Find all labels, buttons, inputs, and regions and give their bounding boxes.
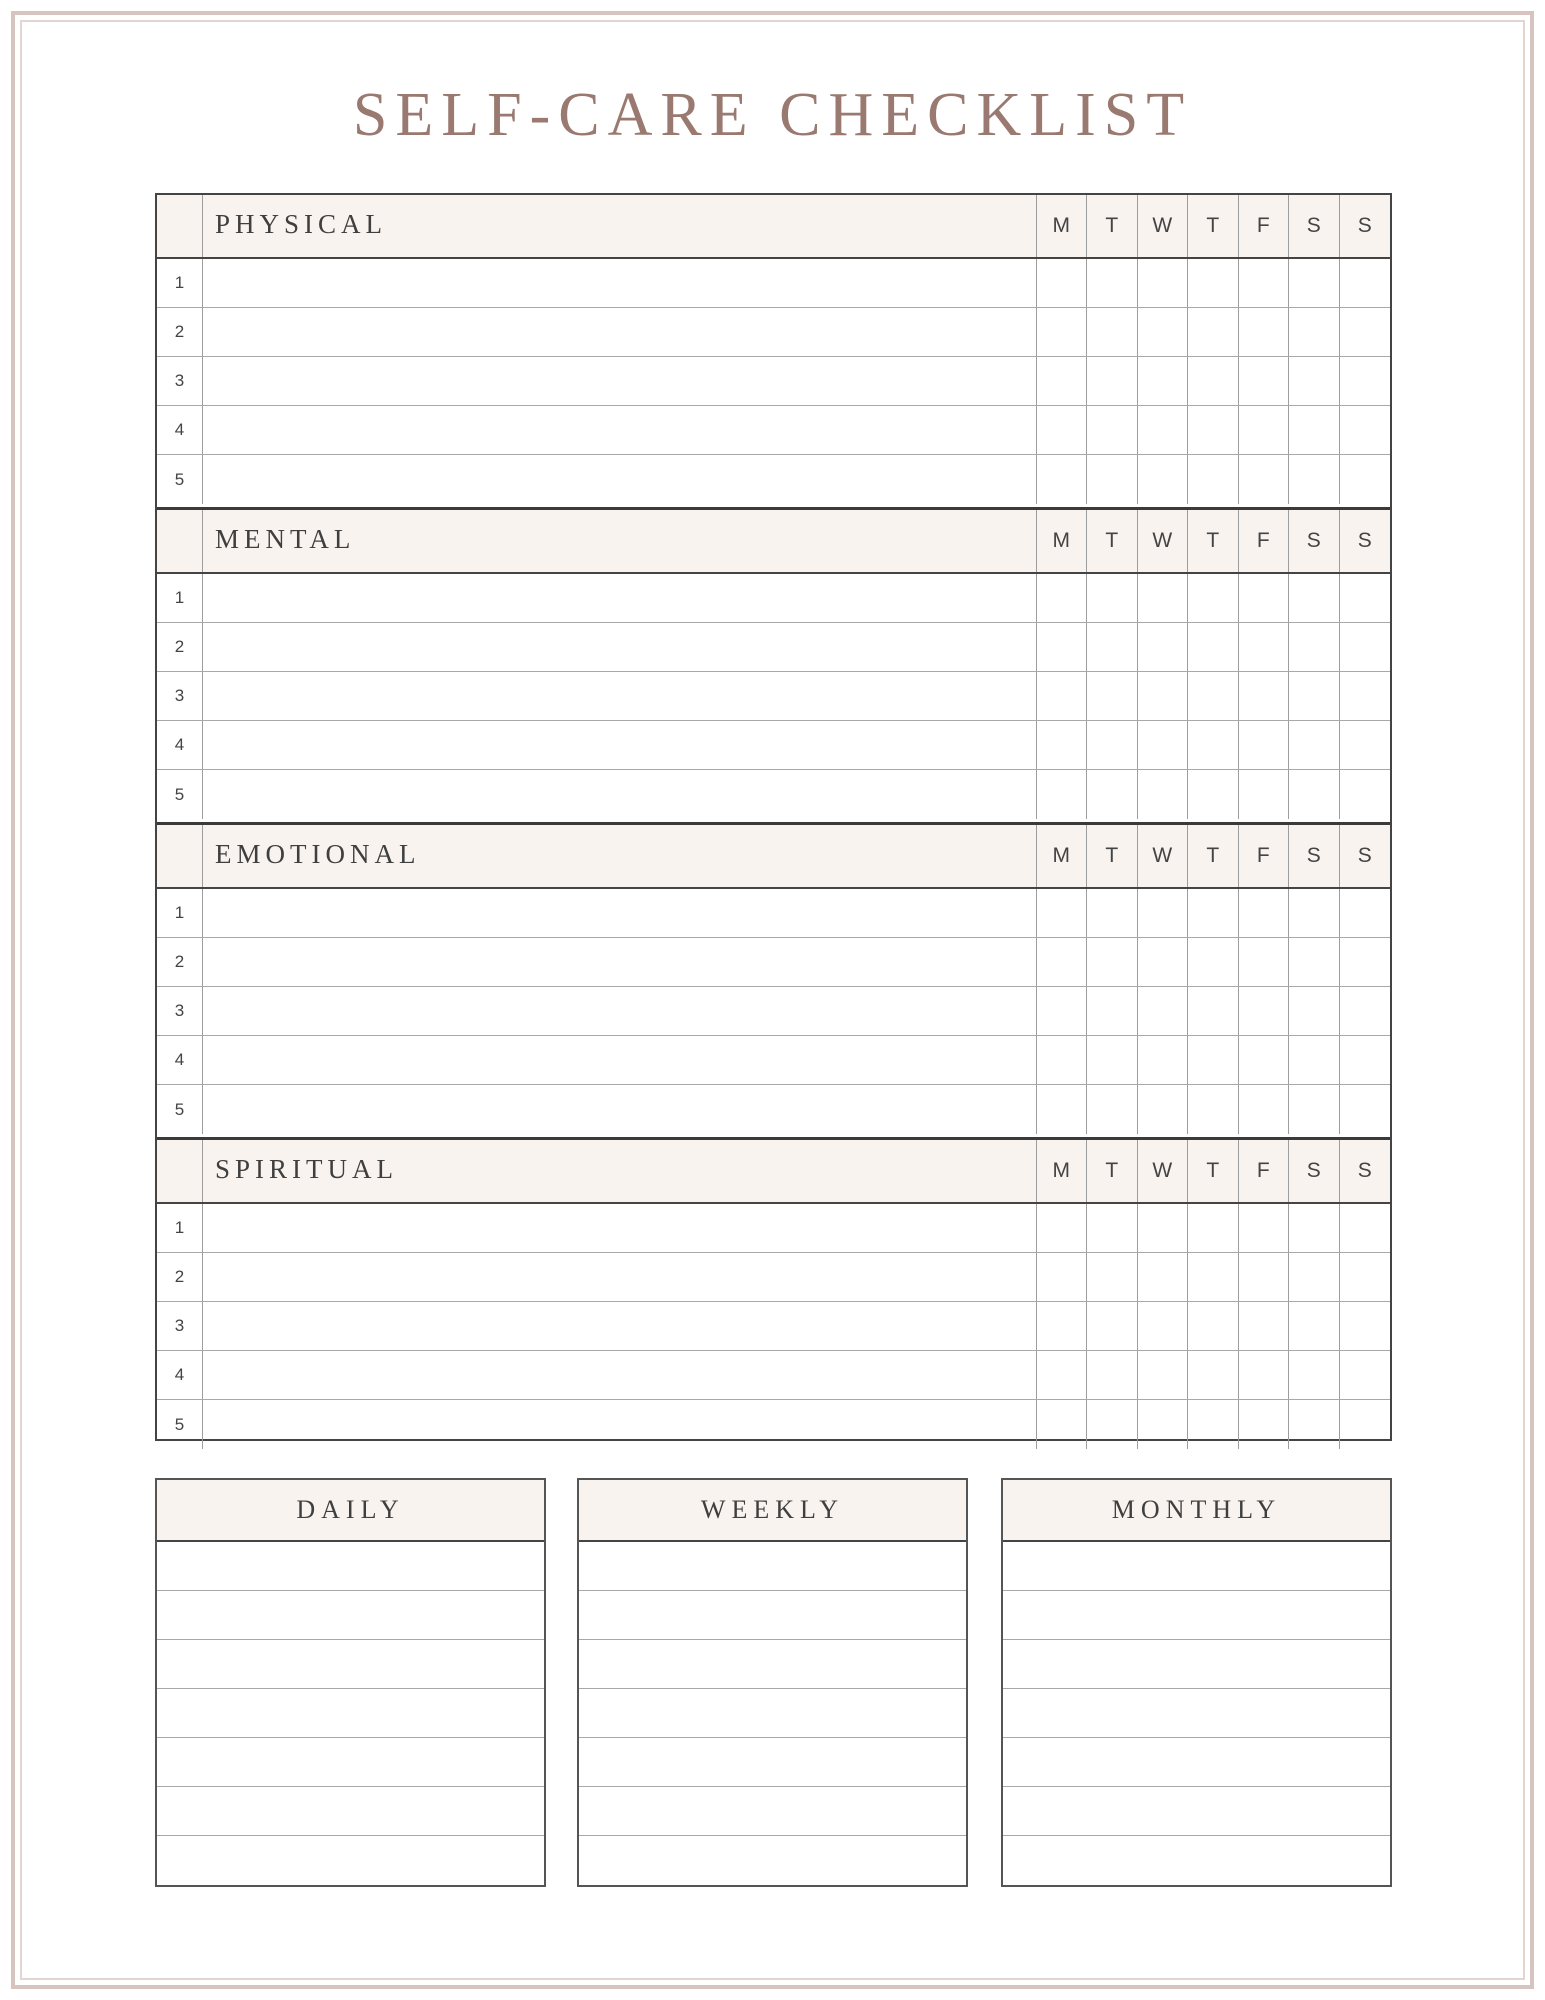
day-checkbox-cell[interactable] [1138, 1400, 1189, 1449]
day-checkbox-cell[interactable] [1037, 259, 1088, 307]
day-checkbox-cell[interactable] [1037, 889, 1088, 937]
day-checkbox-cell[interactable] [1138, 1253, 1189, 1301]
day-checkbox-cell[interactable] [1138, 987, 1189, 1035]
day-checkbox-cell[interactable] [1087, 455, 1138, 504]
list-entry-line[interactable] [1003, 1738, 1390, 1787]
section-title: SPIRITUAL [215, 1154, 399, 1184]
day-checkbox-cell[interactable] [1188, 889, 1239, 937]
day-checkbox-cell[interactable] [1340, 406, 1391, 454]
row-number: 1 [157, 889, 203, 937]
list-entry-line[interactable] [579, 1689, 966, 1738]
list-entry-line[interactable] [579, 1738, 966, 1787]
day-checkbox-cell[interactable] [1289, 672, 1340, 720]
day-checkbox-cell[interactable] [1037, 1302, 1088, 1350]
day-checkbox-cell[interactable] [1340, 357, 1391, 405]
row-number: 5 [157, 1400, 203, 1449]
section-emotional [157, 822, 1390, 1137]
section-mental [157, 507, 1390, 822]
day-checkbox-cell[interactable] [1087, 770, 1138, 819]
day-checkbox-cell[interactable] [1188, 770, 1239, 819]
day-checkbox-cell[interactable] [1138, 1036, 1189, 1084]
day-checkbox-cell[interactable] [1340, 1085, 1391, 1134]
day-checkbox-cell[interactable] [1087, 1036, 1138, 1084]
day-label: M [1037, 510, 1088, 572]
task-entry-cell[interactable] [203, 1302, 1037, 1350]
row-number: 2 [157, 938, 203, 986]
day-checkbox-cell[interactable] [1138, 259, 1189, 307]
day-checkbox-cell[interactable] [1188, 938, 1239, 986]
day-checkbox-cell[interactable] [1289, 1036, 1340, 1084]
day-label: S [1289, 510, 1340, 572]
day-checkbox-cell[interactable] [1289, 308, 1340, 356]
day-label: S [1289, 195, 1340, 257]
day-checkbox-cell[interactable] [1188, 721, 1239, 769]
task-entry-cell[interactable] [203, 889, 1037, 937]
row-number: 2 [157, 308, 203, 356]
row-number: 1 [157, 1204, 203, 1252]
day-label: T [1087, 195, 1138, 257]
day-checkbox-cell[interactable] [1037, 574, 1088, 622]
day-checkbox-cell[interactable] [1188, 1302, 1239, 1350]
day-checkbox-cell[interactable] [1087, 259, 1138, 307]
section-header-spiritual [157, 1140, 1390, 1204]
row-number: 2 [157, 1253, 203, 1301]
list-entry-line[interactable] [1003, 1640, 1390, 1689]
day-checkbox-cell[interactable] [1340, 1400, 1391, 1449]
task-entry-cell[interactable] [203, 672, 1037, 720]
section-header-emotional [157, 825, 1390, 889]
day-checkbox-cell[interactable] [1340, 308, 1391, 356]
day-label: T [1087, 825, 1138, 887]
list-entry-line[interactable] [157, 1640, 544, 1689]
day-checkbox-cell[interactable] [1289, 1351, 1340, 1399]
day-label: W [1138, 195, 1189, 257]
day-checkbox-cell[interactable] [1037, 1036, 1088, 1084]
day-checkbox-cell[interactable] [1289, 1253, 1340, 1301]
checklist-row [157, 1036, 1390, 1085]
day-checkbox-cell[interactable] [1188, 357, 1239, 405]
day-checkbox-cell[interactable] [1037, 308, 1088, 356]
row-number: 4 [157, 406, 203, 454]
day-checkbox-cell[interactable] [1037, 1085, 1088, 1134]
row-number: 3 [157, 987, 203, 1035]
day-checkbox-cell[interactable] [1239, 1204, 1290, 1252]
day-checkbox-cell[interactable] [1239, 1351, 1290, 1399]
checklist-row [157, 574, 1390, 623]
section-title-cell [203, 195, 1037, 257]
day-checkbox-cell[interactable] [1138, 770, 1189, 819]
checklist-row [157, 406, 1390, 455]
day-checkbox-cell[interactable] [1239, 938, 1290, 986]
day-checkbox-cell[interactable] [1239, 1036, 1290, 1084]
day-checkbox-cell[interactable] [1239, 259, 1290, 307]
day-checkbox-cell[interactable] [1037, 623, 1088, 671]
checklist-row [157, 987, 1390, 1036]
list-entry-line[interactable] [1003, 1787, 1390, 1836]
day-checkbox-cell[interactable] [1340, 721, 1391, 769]
day-checkbox-cell[interactable] [1037, 1204, 1088, 1252]
checklist-row [157, 1400, 1390, 1449]
checklist-row [157, 938, 1390, 987]
day-checkbox-cell[interactable] [1087, 721, 1138, 769]
day-label: S [1289, 1140, 1340, 1202]
day-checkbox-cell[interactable] [1289, 987, 1340, 1035]
day-checkbox-cell[interactable] [1188, 574, 1239, 622]
day-label: M [1037, 1140, 1088, 1202]
day-checkbox-cell[interactable] [1188, 1253, 1239, 1301]
day-checkbox-cell[interactable] [1188, 308, 1239, 356]
day-checkbox-cell[interactable] [1188, 406, 1239, 454]
day-checkbox-cell[interactable] [1289, 938, 1340, 986]
day-checkbox-cell[interactable] [1340, 672, 1391, 720]
task-entry-cell[interactable] [203, 623, 1037, 671]
day-checkbox-cell[interactable] [1188, 1400, 1239, 1449]
day-checkbox-cell[interactable] [1037, 1253, 1088, 1301]
day-checkbox-cell[interactable] [1138, 1085, 1189, 1134]
day-checkbox-cell[interactable] [1239, 672, 1290, 720]
day-checkbox-cell[interactable] [1087, 1253, 1138, 1301]
section-title-cell [203, 1140, 1037, 1202]
day-checkbox-cell[interactable] [1087, 357, 1138, 405]
day-checkbox-cell[interactable] [1289, 770, 1340, 819]
day-checkbox-cell[interactable] [1037, 770, 1088, 819]
day-label: T [1087, 510, 1138, 572]
list-entry-line[interactable] [579, 1836, 966, 1885]
day-checkbox-cell[interactable] [1239, 455, 1290, 504]
task-entry-cell[interactable] [203, 406, 1037, 454]
day-label: T [1188, 195, 1239, 257]
day-checkbox-cell[interactable] [1239, 1400, 1290, 1449]
header-number-cell [157, 1140, 203, 1202]
list-entry-line[interactable] [157, 1836, 544, 1885]
day-checkbox-cell[interactable] [1340, 259, 1391, 307]
day-checkbox-cell[interactable] [1138, 406, 1189, 454]
day-checkbox-cell[interactable] [1289, 574, 1340, 622]
list-entry-line[interactable] [579, 1787, 966, 1836]
task-entry-cell[interactable] [203, 357, 1037, 405]
day-label: T [1188, 1140, 1239, 1202]
row-number: 5 [157, 455, 203, 504]
day-checkbox-cell[interactable] [1188, 1085, 1239, 1134]
day-checkbox-cell[interactable] [1087, 672, 1138, 720]
list-header-daily: DAILY [157, 1480, 544, 1542]
day-checkbox-cell[interactable] [1138, 672, 1189, 720]
checklist-row [157, 1085, 1390, 1134]
day-checkbox-cell[interactable] [1188, 455, 1239, 504]
day-checkbox-cell[interactable] [1239, 987, 1290, 1035]
day-checkbox-cell[interactable] [1087, 574, 1138, 622]
day-checkbox-cell[interactable] [1340, 455, 1391, 504]
day-checkbox-cell[interactable] [1289, 259, 1340, 307]
day-checkbox-cell[interactable] [1239, 357, 1290, 405]
checklist-row [157, 308, 1390, 357]
list-entry-line[interactable] [1003, 1591, 1390, 1640]
day-label: T [1188, 510, 1239, 572]
day-checkbox-cell[interactable] [1087, 308, 1138, 356]
day-label: F [1239, 510, 1290, 572]
day-checkbox-cell[interactable] [1037, 1400, 1088, 1449]
day-checkbox-cell[interactable] [1037, 938, 1088, 986]
day-checkbox-cell[interactable] [1340, 574, 1391, 622]
day-checkbox-cell[interactable] [1289, 1400, 1340, 1449]
list-entry-line[interactable] [157, 1542, 544, 1591]
day-label: M [1037, 195, 1088, 257]
day-checkbox-cell[interactable] [1340, 770, 1391, 819]
day-checkbox-cell[interactable] [1138, 938, 1189, 986]
list-entry-line[interactable] [1003, 1689, 1390, 1738]
day-checkbox-cell[interactable] [1037, 672, 1088, 720]
day-checkbox-cell[interactable] [1087, 1085, 1138, 1134]
day-checkbox-cell[interactable] [1289, 357, 1340, 405]
checklist-row [157, 623, 1390, 672]
day-checkbox-cell[interactable] [1289, 1204, 1340, 1252]
task-entry-cell[interactable] [203, 770, 1037, 819]
row-number: 2 [157, 623, 203, 671]
task-entry-cell[interactable] [203, 1036, 1037, 1084]
day-checkbox-cell[interactable] [1188, 672, 1239, 720]
checklist-row [157, 770, 1390, 819]
checklist-row [157, 357, 1390, 406]
day-label: F [1239, 825, 1290, 887]
day-checkbox-cell[interactable] [1188, 1351, 1239, 1399]
section-header-physical [157, 195, 1390, 259]
day-checkbox-cell[interactable] [1087, 938, 1138, 986]
day-checkbox-cell[interactable] [1289, 1085, 1340, 1134]
day-checkbox-cell[interactable] [1239, 1302, 1290, 1350]
day-checkbox-cell[interactable] [1037, 455, 1088, 504]
day-checkbox-cell[interactable] [1037, 406, 1088, 454]
day-checkbox-cell[interactable] [1138, 623, 1189, 671]
checklist-row [157, 721, 1390, 770]
day-label: W [1138, 1140, 1189, 1202]
day-checkbox-cell[interactable] [1289, 455, 1340, 504]
monthly-list [1001, 1478, 1392, 1887]
day-checkbox-cell[interactable] [1188, 1036, 1239, 1084]
day-checkbox-cell[interactable] [1239, 721, 1290, 769]
row-number: 4 [157, 1036, 203, 1084]
checklist-row [157, 1351, 1390, 1400]
header-number-cell [157, 510, 203, 572]
task-entry-cell[interactable] [203, 1253, 1037, 1301]
list-entry-line[interactable] [579, 1640, 966, 1689]
page-title: SELF-CARE CHECKLIST [352, 81, 1193, 149]
day-checkbox-cell[interactable] [1340, 1036, 1391, 1084]
day-checkbox-cell[interactable] [1239, 889, 1290, 937]
day-checkbox-cell[interactable] [1289, 889, 1340, 937]
day-checkbox-cell[interactable] [1087, 623, 1138, 671]
day-label: S [1357, 214, 1372, 237]
day-checkbox-cell[interactable] [1138, 721, 1189, 769]
row-number: 4 [157, 1351, 203, 1399]
day-checkbox-cell[interactable] [1138, 357, 1189, 405]
section-title: PHYSICAL [215, 209, 388, 239]
day-checkbox-cell[interactable] [1138, 1302, 1189, 1350]
day-checkbox-cell[interactable] [1239, 1253, 1290, 1301]
list-header-monthly: MONTHLY [1003, 1480, 1390, 1542]
list-entry-line[interactable] [1003, 1542, 1390, 1591]
list-entry-line[interactable] [157, 1591, 544, 1640]
day-checkbox-cell[interactable] [1239, 1085, 1290, 1134]
day-checkbox-cell[interactable] [1239, 308, 1290, 356]
list-entry-line[interactable] [157, 1689, 544, 1738]
day-checkbox-cell[interactable] [1289, 721, 1340, 769]
task-entry-cell[interactable] [203, 574, 1037, 622]
day-checkbox-cell[interactable] [1087, 1400, 1138, 1449]
header-number-cell [157, 195, 203, 257]
task-entry-cell[interactable] [203, 987, 1037, 1035]
checklist-row [157, 889, 1390, 938]
day-checkbox-cell[interactable] [1340, 938, 1391, 986]
day-checkbox-cell[interactable] [1340, 623, 1391, 671]
day-checkbox-cell[interactable] [1239, 623, 1290, 671]
row-number: 5 [157, 1085, 203, 1134]
day-checkbox-cell[interactable] [1340, 1253, 1391, 1301]
checklist-row [157, 1253, 1390, 1302]
day-checkbox-cell[interactable] [1340, 889, 1391, 937]
row-number: 3 [157, 672, 203, 720]
day-label: S [1357, 844, 1372, 867]
day-checkbox-cell[interactable] [1138, 1204, 1189, 1252]
day-checkbox-cell[interactable] [1087, 1351, 1138, 1399]
checklist-row [157, 1302, 1390, 1351]
checklist-row [157, 1204, 1390, 1253]
day-checkbox-cell[interactable] [1087, 987, 1138, 1035]
list-entry-line[interactable] [157, 1738, 544, 1787]
day-checkbox-cell[interactable] [1239, 574, 1290, 622]
weekly-checklist-table [155, 193, 1392, 1441]
day-label: W [1138, 825, 1189, 887]
day-checkbox-cell[interactable] [1037, 1351, 1088, 1399]
row-number: 3 [157, 1302, 203, 1350]
section-title: EMOTIONAL [215, 839, 421, 869]
list-entry-line[interactable] [579, 1591, 966, 1640]
weekly-list [577, 1478, 968, 1887]
day-label: T [1188, 825, 1239, 887]
day-checkbox-cell[interactable] [1037, 721, 1088, 769]
task-entry-cell[interactable] [203, 1085, 1037, 1134]
task-entry-cell[interactable] [203, 938, 1037, 986]
section-physical [157, 195, 1390, 507]
section-title: MENTAL [215, 524, 356, 554]
section-title-cell [203, 825, 1037, 887]
day-checkbox-cell[interactable] [1340, 1204, 1391, 1252]
section-title-cell [203, 510, 1037, 572]
day-label: S [1357, 529, 1372, 552]
day-checkbox-cell[interactable] [1289, 406, 1340, 454]
daily-list [155, 1478, 546, 1887]
checklist-row [157, 259, 1390, 308]
list-entry-line[interactable] [157, 1787, 544, 1836]
task-entry-cell[interactable] [203, 455, 1037, 504]
list-entry-line[interactable] [579, 1542, 966, 1591]
day-checkbox-cell[interactable] [1138, 574, 1189, 622]
day-checkbox-cell[interactable] [1239, 406, 1290, 454]
day-checkbox-cell[interactable] [1087, 889, 1138, 937]
day-checkbox-cell[interactable] [1037, 987, 1088, 1035]
day-checkbox-cell[interactable] [1239, 770, 1290, 819]
day-checkbox-cell[interactable] [1340, 1302, 1391, 1350]
day-checkbox-cell[interactable] [1138, 308, 1189, 356]
checklist-row [157, 455, 1390, 504]
day-label: S [1289, 825, 1340, 887]
day-checkbox-cell[interactable] [1138, 455, 1189, 504]
day-label: W [1138, 510, 1189, 572]
row-number: 3 [157, 357, 203, 405]
day-checkbox-cell[interactable] [1087, 1204, 1138, 1252]
section-spiritual [157, 1137, 1390, 1452]
day-checkbox-cell[interactable] [1087, 406, 1138, 454]
day-checkbox-cell[interactable] [1188, 623, 1239, 671]
header-number-cell [157, 825, 203, 887]
day-label: F [1239, 195, 1290, 257]
task-entry-cell[interactable] [203, 721, 1037, 769]
task-entry-cell[interactable] [203, 1351, 1037, 1399]
row-number: 5 [157, 770, 203, 819]
list-header-weekly: WEEKLY [579, 1480, 966, 1542]
section-header-mental [157, 510, 1390, 574]
row-number: 1 [157, 574, 203, 622]
day-label: T [1087, 1140, 1138, 1202]
day-checkbox-cell[interactable] [1340, 1351, 1391, 1399]
day-checkbox-cell[interactable] [1289, 1302, 1340, 1350]
checklist-row [157, 672, 1390, 721]
day-checkbox-cell[interactable] [1087, 1302, 1138, 1350]
task-entry-cell[interactable] [203, 1204, 1037, 1252]
day-checkbox-cell[interactable] [1289, 623, 1340, 671]
row-number: 4 [157, 721, 203, 769]
day-checkbox-cell[interactable] [1340, 987, 1391, 1035]
day-label: S [1357, 1159, 1372, 1182]
day-label: F [1239, 1140, 1290, 1202]
day-checkbox-cell[interactable] [1138, 889, 1189, 937]
day-checkbox-cell[interactable] [1188, 987, 1239, 1035]
task-entry-cell[interactable] [203, 308, 1037, 356]
row-number: 1 [157, 259, 203, 307]
day-checkbox-cell[interactable] [1138, 1351, 1189, 1399]
day-checkbox-cell[interactable] [1188, 1204, 1239, 1252]
day-checkbox-cell[interactable] [1188, 259, 1239, 307]
list-entry-line[interactable] [1003, 1836, 1390, 1885]
day-label: M [1037, 825, 1088, 887]
task-entry-cell[interactable] [203, 259, 1037, 307]
task-entry-cell[interactable] [203, 1400, 1037, 1449]
day-checkbox-cell[interactable] [1037, 357, 1088, 405]
